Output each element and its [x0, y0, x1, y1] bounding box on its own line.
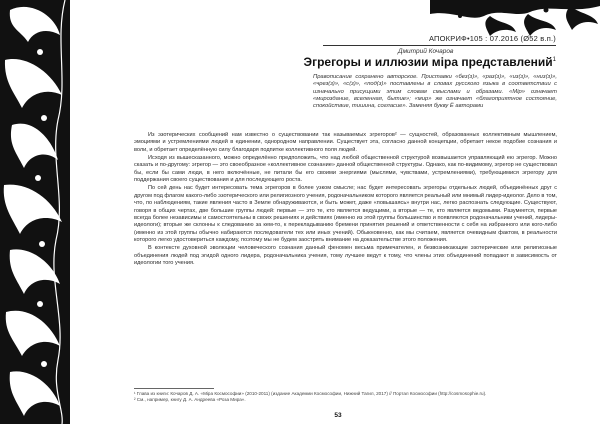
footnotes	[134, 391, 557, 402]
paragraph: В контексте духовной эволюции человеческого сознания данный феномен весьма примечателен, и безвозникающие эзотерические или религиозные объединения людей под эгидой одного лидера, родоначальника учения, тому лучшее ведут к тому, что члены этих объединений попадают в зависимость от идеологии того учения.	[134, 245, 557, 267]
paragraph: Исходя из вышесказанного, можно определённо предположить, что над любой общественной структурой возвышается управляющий ею эгрегор. Можно сказать и по-другому: эгрегор — это своеобразное «коллективное сознание» данной общественной структуры. Однако, как по-видимому, эгрегор не существовал бы, если бы сами люди, в него включённые, не питали бы его своими энергиями (мыслями, чувствами, устремлениями), требующимися эгрегору для поддержания своего существования и для последующего роста.	[134, 154, 557, 184]
epigraph: Правописание сохранено авторское. Приставки «без(з)», «раз(з)», «из(з)», «низ(з)», «чрез(з)», «с(з)», «под(з)» поставлены в словах русского языка в соответствии с изначально присущими этим словам смыслами и образами. «Мiр» означает «мироздание, вселенная, бытие»; «мир» же означает «благоприятное состояние, спокойствие, тишина, согласие». Заменяя букву Ё авторами	[313, 74, 557, 110]
footnote-rule	[134, 388, 214, 389]
article-title-text: Эгрегоры и иллюзии міра представлений	[303, 55, 553, 69]
document-page	[108, 0, 568, 424]
page-number: 53	[334, 412, 342, 419]
header-rule	[323, 45, 556, 46]
paragraph: Из эзотерических сообщений нам известно о существовании так называемых эгрегоров² — сущностей, образованных коллективным мышлением, эмоциями и устремлениями людей в единении, однородном направлении. Существует эта, согласно данной концепции, обретает некое подобие сознания и воли, и обретает определённую силу благодаря подпитке коллективного поля людей.	[134, 132, 557, 153]
ornament-pattern-icon	[0, 0, 70, 424]
footnote: ¹ Глава из книги: Кочаров Д. А. «Мiра Космософии» (2010-2011) (издание Академии Космософии, Нижний Тагил, 2017) // Портал Космософии (http://cosmosophie.ru).	[134, 391, 487, 396]
article-title	[304, 55, 556, 69]
decorative-ornament-left	[0, 0, 70, 424]
footnote: ² См., например, книгу Д. А. Андреева «Роза Мира».	[134, 396, 246, 402]
paragraph: По сей день нас будет интересовать тема эгрегоров в более узком смысле; нас будет интересовать эгрегоры отдельных людей, объединённых друг с другом под флагом какого-либо эзотерического или религиозного учения, родоначальником которого является реальный или мнимый лидер-идеолог. Дело в том, что, по наблюдениям, такие явления часто в Земле обнаруживаются, и быть может, даже «повышаясь» внутри нас, легко распознать следующие. Существуют, говоря в общих чертах, две большие группы людей: первые — это те, кто является ведущими, а вторые — те, кто является ведомыми. Разумеется, первые всегда более независимы и самостоятельны в своих решениях и действиях (именно из этой группы большинство и появляются родоначальники учений, лидеры-идеологи); вторые же склонны к следованию за кем-то, к перекладыванию бремени принятия решений и ответственности с себя на избранного или кого-либо (именно из этой группы обычно набираются последователи тех или иных учений). Обыкновенно, как мы считаем, является очевидным фактом, в реальности которого легко удостовериться каждому, поэтому мы не будем заострять внимание на доказательстве этого положения.	[134, 185, 557, 244]
running-head: АПОКРИФ•105 : 07.2016 (Ø52 в.п.)	[428, 34, 556, 43]
article-body	[134, 132, 557, 268]
article-author: Дмитрий Кочаров	[398, 48, 454, 55]
title-footnote-marker: 1	[552, 57, 556, 63]
